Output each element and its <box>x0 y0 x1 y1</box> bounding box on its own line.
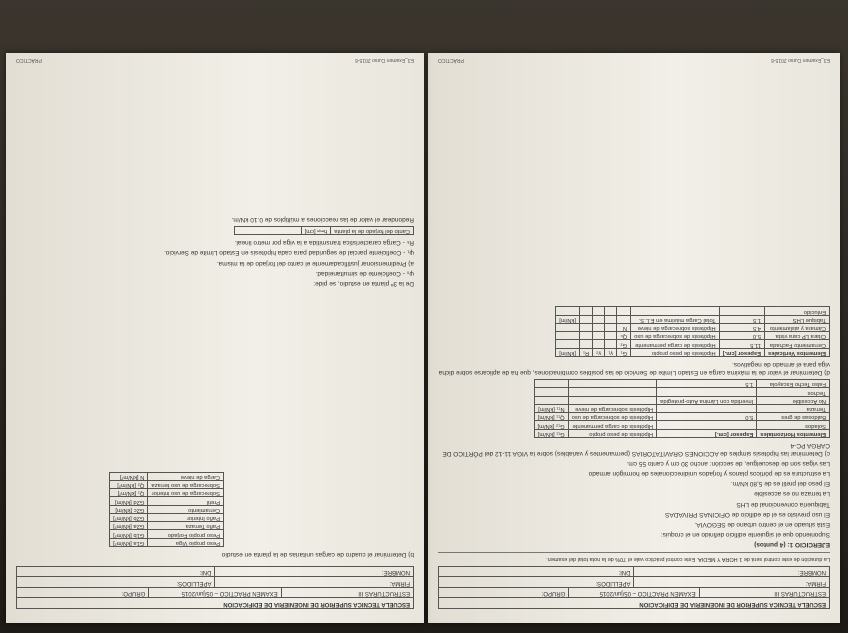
bullet-7: Las vigas son de descuelgue, de sección: ancho 30 cm y canto 55 cm. <box>626 460 830 468</box>
table-header: Espesor [cm.] <box>657 429 757 437</box>
horizontal-elements-table <box>534 379 830 438</box>
table-cell: Tabique LHS <box>765 315 830 323</box>
table-cell: Hipótesis de peso propio <box>631 348 720 356</box>
table-cell: R₁ <box>579 348 592 356</box>
page-1-header <box>438 566 830 609</box>
footer-right: PRÁCTICO <box>16 57 42 64</box>
table-cell: G₁₂ [kN/m] <box>534 421 568 429</box>
table-header: Espesor [cm.] <box>719 348 764 356</box>
table-cell: γ₂ <box>593 348 605 356</box>
exam-page-2 <box>6 53 424 623</box>
table-cell: hₘᵢₙ [cm] <box>301 226 331 234</box>
grupo-label: GRUPO: <box>541 590 566 597</box>
question-d: d) Determinar el valor de la máxima carga en Estado Límite de Servicio de las posibles combinaciones, que ha de aplicarse sobre dicha viga para el armado de negativos. <box>438 360 830 377</box>
exam-title: EXAMEN PRÁCTICO – 05/jun/2015 <box>148 588 280 598</box>
nombre-label: NOMBRE: <box>634 567 830 577</box>
school-name: ESCUELA TECNICA SUPERIOR DE INGENIERIA DE EDIFICACION <box>223 601 410 607</box>
rounding-note: Redondear el valor de las reacciones a múltiplos de 0.10 kN/m. <box>231 215 414 223</box>
table-cell: Qₖ <box>617 332 631 340</box>
table-cell: N [kN/m²] <box>110 472 148 480</box>
exercise-title: EJERCICIO 1: (4 puntos) <box>754 541 830 549</box>
table-cell: Cerramiento Fachada <box>765 340 830 348</box>
table-cell: Pretil <box>148 497 224 505</box>
table-cell: G₂ <box>617 340 631 348</box>
table-cell: Hipótesis sobrecarga de nieve <box>568 404 657 412</box>
table-cell: Cámara y aislamiento <box>765 323 830 331</box>
bullet-1: Está situado en el centro urbano de SEGOVIA. <box>694 520 830 528</box>
table-cell: G₁₁ [kN/m] <box>534 429 568 437</box>
table-cell: 11.5 <box>719 340 764 348</box>
table-cell: Hipótesis de sobrecarga de uso <box>631 332 720 340</box>
footer-right: PRÁCTICO <box>438 57 464 64</box>
table-cell: Peso propio Forjado <box>148 530 224 538</box>
page-2-footer <box>16 57 414 63</box>
psi0-legend: ψ₀ - Coeficiente de simultaneidad. <box>315 269 414 277</box>
plant-intro: De la 3ª planta en estudio, se pide: <box>313 279 414 287</box>
table-header: Elementos Horizontales <box>757 429 830 437</box>
table-cell: Hipótesis de peso propio <box>568 429 657 437</box>
table-cell: Falso Techo Escayola <box>757 380 830 388</box>
table-cell: Paño Interior <box>148 513 224 521</box>
table-cell: No Accesible <box>757 396 830 404</box>
table-cell: Q₂ [kN/m²] <box>110 481 148 489</box>
table-header: Elementos Verticales <box>765 348 830 356</box>
grupo-label: GRUPO: <box>121 590 146 597</box>
table-cell: Q₁₁ [kN/m] <box>534 413 568 421</box>
exercise-intro: Suponiendo que el siguiente edificio definido en el croquis: <box>660 531 830 538</box>
dni-label: DNI: <box>618 569 631 576</box>
table-cell: Hipótesis sobrecarga de nieve <box>631 323 720 331</box>
vertical-elements-table <box>555 306 830 356</box>
table-cell: N <box>617 323 631 331</box>
table-cell: 1.5 <box>719 315 764 323</box>
question-c: c) Determinar las hipótesis simples de ACCIONES GRAVITATORIAS (permanentes y variables) sobre la VIGA 11-12 del PÓRTICO DE CARGA PC-4 <box>442 441 830 457</box>
table-cell: 5.0 <box>719 332 764 340</box>
table-cell: Invertida con Lámina Auto-protegida <box>657 396 757 404</box>
table-cell: Citara LP cara vista <box>765 332 830 340</box>
table-cell: [kN/m] <box>556 348 580 356</box>
table-cell: Cerramiento <box>148 505 224 513</box>
apellidos-label: APELLIDOS: <box>595 580 631 586</box>
duration-note: La duración de este control será de 1 HORA Y MEDIA. Este control práctico vale el 70% de la nota total del examen. <box>438 552 830 562</box>
total-label: Total Carga máxima en E.L.S. <box>631 315 720 323</box>
table-cell: Canto del forjado de la planta <box>331 226 414 234</box>
table-cell: 5.0 <box>657 413 757 421</box>
table-cell: γ₁ <box>605 348 617 356</box>
table-cell: N₁₁ [kN/m] <box>534 404 568 412</box>
table-cell: Carga de nieve <box>148 472 224 480</box>
footer-left: E3_Examen Curso 2015-6 <box>355 57 414 64</box>
table-cell: G1a [kN/m²] <box>110 538 148 546</box>
bullet-6: La estructura es de pórticos planos y forjados unidireccionales de hormigón armado <box>588 470 830 478</box>
table-cell: G2b [kN/m²] <box>110 513 148 521</box>
page-1-footer <box>438 57 830 63</box>
table-cell: Hipótesis de carga permanente <box>568 421 657 429</box>
bullet-3: Tabiquería convencional de LHS <box>736 500 830 508</box>
bullet-5: El peso del pretil es de 5,80 kN/m. <box>731 480 830 488</box>
table-cell: Sobrecarga de uso interior <box>148 489 224 497</box>
question-a: a) Predimensionar justificadamente el canto del forjado de la misma. <box>216 259 414 267</box>
table-cell: Peso propio Viga <box>148 538 224 546</box>
bullet-4: La terraza no es accesible <box>754 490 830 498</box>
psi1-legend: ψ₁ - Coeficiente parcial de seguridad para cada hipótesis en Estado Límite de Servicio. <box>164 249 414 257</box>
table-cell: G2a [kN/m²] <box>110 522 148 530</box>
table-cell: Sobrecarga de uso terraza <box>148 481 224 489</box>
table-cell: G2c [kN/m] <box>110 505 148 513</box>
table-cell: [kN/m] <box>556 315 580 323</box>
table-cell: Hipótesis de carga permanente <box>631 340 720 348</box>
table-cell: Hipótesis de sobrecarga de uso <box>568 413 657 421</box>
unit-loads-table <box>109 472 224 547</box>
rk-legend: Rₖ - Carga característica transmitida a la viga por metro lineal. <box>234 239 414 247</box>
footer-left: E3_Examen Curso 2015-6 <box>771 57 830 64</box>
nombre-label: NOMBRE: <box>215 567 414 577</box>
table-cell: Enlucido <box>765 307 830 315</box>
subject: ESTRUCTURAS III <box>699 588 829 598</box>
table-cell: Terraza <box>757 404 830 412</box>
table-cell: G2d [kN/m] <box>110 497 148 505</box>
table-cell: 4.5 <box>719 323 764 331</box>
school-name: ESCUELA TECNICA SUPERIOR DE INGENIERIA DE EDIFICACION <box>639 601 826 607</box>
table-cell: Q₁ [kN/m²] <box>110 489 148 497</box>
table-cell: G₁ <box>617 348 631 356</box>
exam-page-1 <box>428 53 840 623</box>
slab-depth-table <box>234 226 414 235</box>
table-cell: Baldosas de gres <box>757 413 830 421</box>
apellidos-label: APELLIDOS: <box>176 580 212 586</box>
table-cell: Techos <box>757 388 830 396</box>
firma-label: FIRMA: <box>215 578 414 588</box>
table-cell: 1.5 <box>657 380 757 388</box>
firma-label: FIRMA: <box>634 578 830 588</box>
table-cell: Solados <box>757 421 830 429</box>
table-cell: G1b [kN/m²] <box>110 530 148 538</box>
bullet-2: El uso previsto es el de edificio de OFICINAS PRIVADAS <box>665 510 830 518</box>
question-b: b) Determinar el cuadro de cargas unitarias de la planta en estudio <box>221 551 414 558</box>
blank-area <box>6 289 424 469</box>
page-2-header <box>16 566 414 609</box>
dni-label: DNI: <box>199 569 212 576</box>
exam-title: EXAMEN PRÁCTICO – 05/jun/2015 <box>568 588 698 598</box>
subject: ESTRUCTURAS III <box>281 588 413 598</box>
table-cell: Paño Terraza <box>148 522 224 530</box>
